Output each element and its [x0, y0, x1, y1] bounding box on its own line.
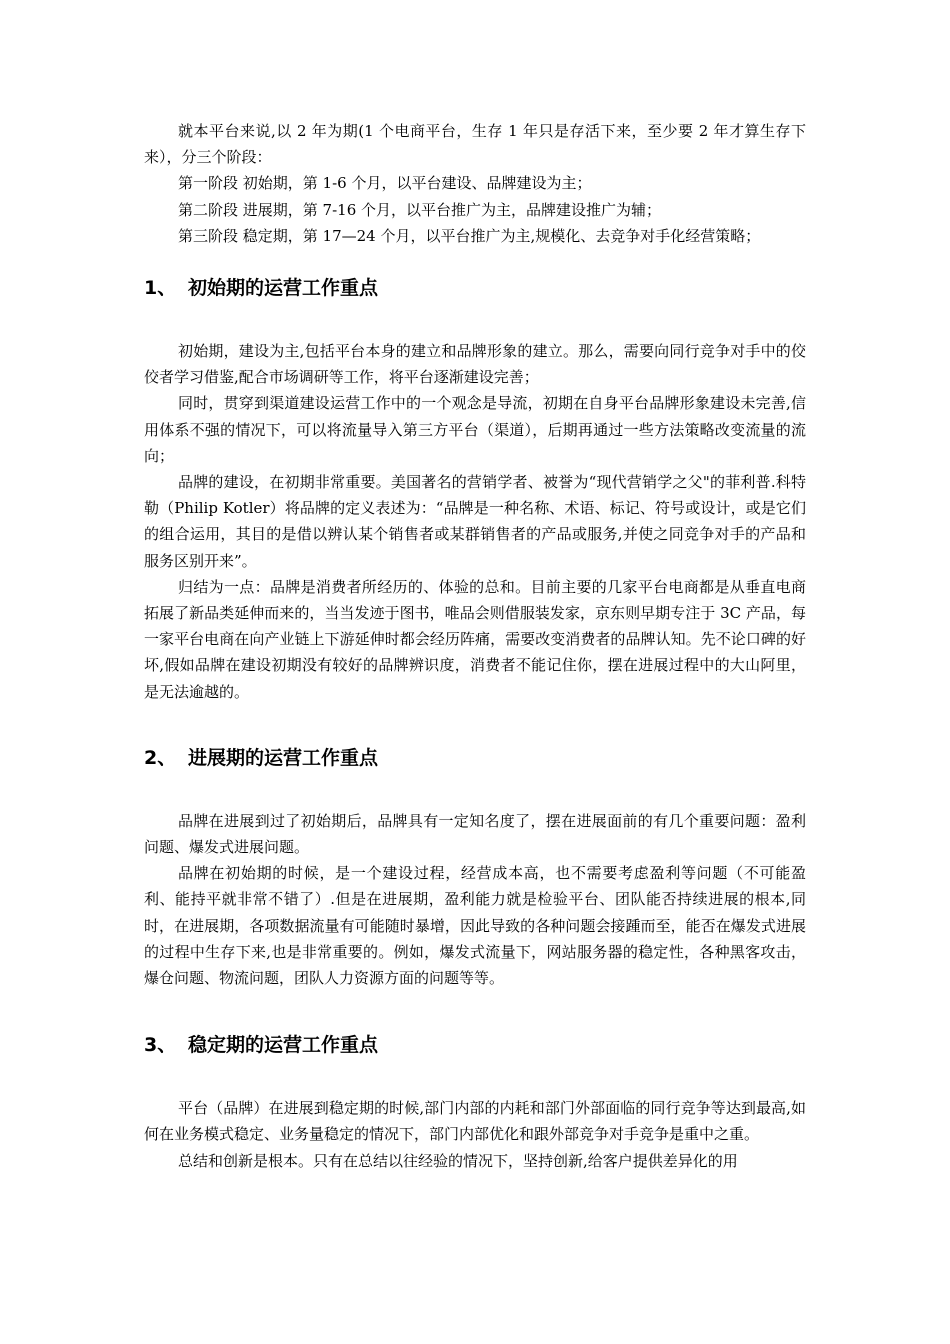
section-3-number: 3、 [144, 1034, 177, 1057]
section-3-heading [144, 1032, 806, 1058]
stage-2-line: 第二阶段 进展期，第 7-16 个月，以平台推广为主，品牌建设推广为辅； [178, 200, 662, 219]
section-3-body [144, 1095, 806, 1174]
stage-3-line: 第三阶段 稳定期，第 17—24 个月，以平台推广为主,规模化、去竞争对手化经营策略； [178, 226, 761, 245]
section-1-paragraph: 初始期，建设为主,包括平台本身的建立和品牌形象的建立。那么，需要向同行竞争对手中的佼佼者学习借鉴,配合市场调研等工作，将平台逐渐建设完善； [144, 342, 806, 387]
section-1-title: 初始期的运营工作重点 [188, 277, 379, 300]
section-1-heading [144, 275, 806, 301]
section-3-paragraph: 平台（品牌）在进展到稳定期的时候,部门内部的内耗和部门外部面临的同行竞争等达到最高,如何在业务模式稳定、业务量稳定的情况下，部门内部优化和跟外部竞争对手竞争是重中之重。 [144, 1099, 806, 1144]
section-1-paragraph: 同时，贯穿到渠道建设运营工作中的一个观念是导流，初期在自身平台品牌形象建设未完善,信用体系不强的情况下，可以将流量导入第三方平台（渠道），后期再通过一些方法策略改变流量的流向； [144, 394, 806, 465]
section-1-paragraph: 品牌的建设，在初期非常重要。美国著名的营销学者、被誉为“现代营销学之父"的菲利普.科特勒（Philip Kotler）将品牌的定义表述为：“品牌是一种名称、术语、标记、符号或设计，或是它们的组合运用，其目的是借以辨认某个销售者或某群销售者的产品或服务,并使之同竞争对手的产品和服务区别开来”。 [144, 473, 806, 570]
section-2-paragraph: 品牌在进展到过了初始期后，品牌具有一定知名度了，摆在进展面前的有几个重要问题：盈利问题、爆发式进展问题。 [144, 811, 806, 857]
section-1-body [144, 338, 806, 705]
intro-block [144, 118, 806, 249]
section-2-number: 2、 [144, 746, 177, 769]
intro-lead-paragraph: 就本平台来说,以 2 年为期(1 个电商平台，生存 1 年只是存活下来，至少要 2 年才算生存下来），分三个阶段： [144, 122, 806, 167]
section-2-body [144, 808, 806, 991]
document-page [144, 118, 806, 1174]
section-2-heading [144, 745, 806, 771]
section-1-number: 1、 [144, 277, 177, 300]
section-2-paragraph: 品牌在初始期的时候，是一个建设过程，经营成本高，也不需要考虑盈利等问题（不可能盈利、能持平就非常不错了）.但是在进展期，盈利能力就是检验平台、团队能否持续进展的根本,同时，在进展期，各项数据流量有可能随时暴增，因此导致的各种问题会接踵而至，能否在爆发式进展的过程中生存下来,也是非常重要的。例如，爆发式流量下，网站服务器的稳定性，各种黑客攻击，爆仓问题、物流问题，团队人力资源方面的问题等等。 [144, 864, 806, 988]
section-2-title: 进展期的运营工作重点 [188, 746, 379, 769]
section-3-title: 稳定期的运营工作重点 [188, 1034, 379, 1057]
stage-1-line: 第一阶段 初始期，第 1-6 个月，以平台建设、品牌建设为主； [178, 174, 592, 193]
section-3-paragraph: 总结和创新是根本。只有在总结以往经验的情况下，坚持创新,给客户提供差异化的用 [178, 1151, 738, 1170]
section-1-paragraph: 归结为一点：品牌是消费者所经历的、体验的总和。目前主要的几家平台电商都是从垂直电商拓展了新品类延伸而来的，当当发迹于图书，唯品会则借服装发家，京东则早期专注于 3C 产品，每一家平台电商在向产业链上下游延伸时都会经历阵痛，需要改变消费者的品牌认知。先不论口碑的好坏,假如品牌在建设初期没有较好的品牌辨识度，消费者不能记住你，摆在进展过程中的大山阿里，是无法逾越的。 [144, 577, 806, 701]
